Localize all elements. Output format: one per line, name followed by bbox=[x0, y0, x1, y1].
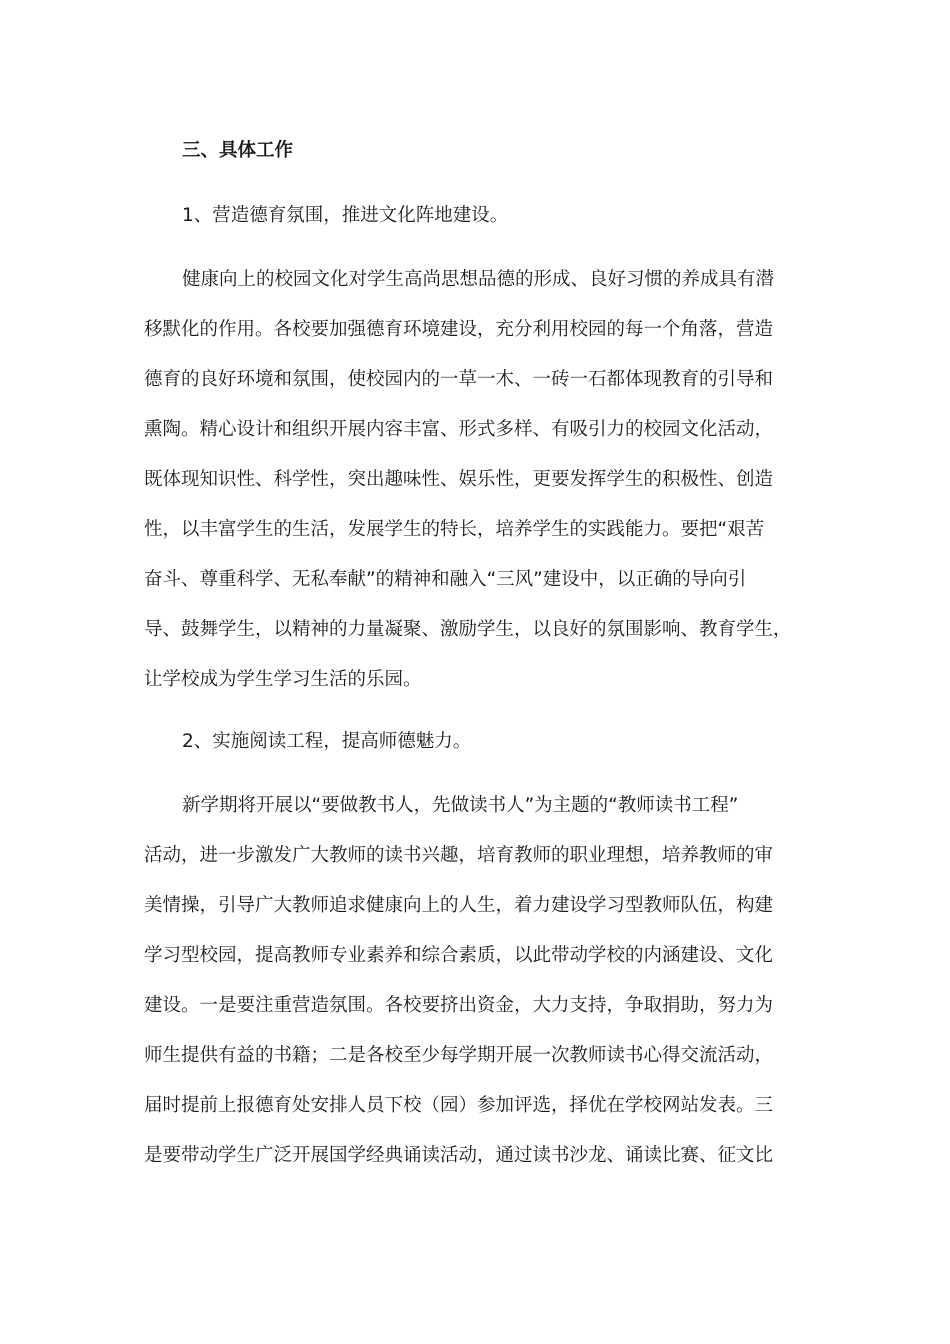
paragraph-line: 既体现知识性、科学性，突出趣味性、娱乐性，更要发挥学生的积极性、创造 bbox=[144, 469, 774, 490]
paragraph-line: 熏陶。精心设计和组织开展内容丰富、形式多样、有吸引力的校园文化活动， bbox=[144, 419, 774, 440]
paragraph-line: 移默化的作用。各校要加强德育环境建设，充分利用校园的每一个角落，营造 bbox=[144, 319, 774, 340]
section-heading: 三、具体工作 bbox=[182, 140, 294, 161]
paragraph-line: 德育的良好环境和氛围，使校园内的一草一木、一砖一石都体现教育的引导和 bbox=[144, 369, 774, 390]
paragraph-line: 届时提前上报德育处安排人员下校（园）参加评选，择优在学校网站发表。三 bbox=[144, 1095, 774, 1116]
paragraph-line: 让学校成为学生学习生活的乐园。 bbox=[144, 669, 422, 690]
paragraph-line: 新学期将开展以“要做教书人，先做读书人”为主题的“教师读书工程” bbox=[182, 795, 739, 816]
paragraph-line: 性，以丰富学生的生活，发展学生的特长，培养学生的实践能力。要把“艰苦 bbox=[144, 519, 765, 540]
item1-title: 1、营造德育氛围，推进文化阵地建设。 bbox=[182, 205, 509, 226]
paragraph-line: 师生提供有益的书籍；二是各校至少每学期开展一次教师读书心得交流活动， bbox=[144, 1045, 774, 1066]
item2-paragraph bbox=[144, 781, 824, 1181]
paragraph-line: 导、鼓舞学生，以精神的力量凝聚、激励学生，以良好的氛围影响、教育学生， bbox=[144, 619, 792, 640]
item2-title: 2、实施阅读工程，提高师德魅力。 bbox=[182, 731, 472, 752]
paragraph-line: 活动，进一步激发广大教师的读书兴趣，培育教师的职业理想，培养教师的审 bbox=[144, 845, 774, 866]
paragraph-line: 奋斗、尊重科学、无私奉献”的精神和融入“三风”建设中，以正确的导向引 bbox=[144, 569, 747, 590]
paragraph-line: 美情操，引导广大教师追求健康向上的人生，着力建设学习型教师队伍，构建 bbox=[144, 895, 774, 916]
item1-paragraph bbox=[144, 255, 824, 705]
paragraph-line: 建设。一是要注重营造氛围。各校要挤出资金，大力支持，争取捐助，努力为 bbox=[144, 995, 774, 1016]
paragraph-line: 健康向上的校园文化对学生高尚思想品德的形成、良好习惯的养成具有潜 bbox=[182, 269, 775, 290]
paragraph-line: 学习型校园，提高教师专业素养和综合素质，以此带动学校的内涵建设、文化 bbox=[144, 945, 774, 966]
paragraph-line: 是要带动学生广泛开展国学经典诵读活动，通过读书沙龙、诵读比赛、征文比 bbox=[144, 1145, 774, 1166]
